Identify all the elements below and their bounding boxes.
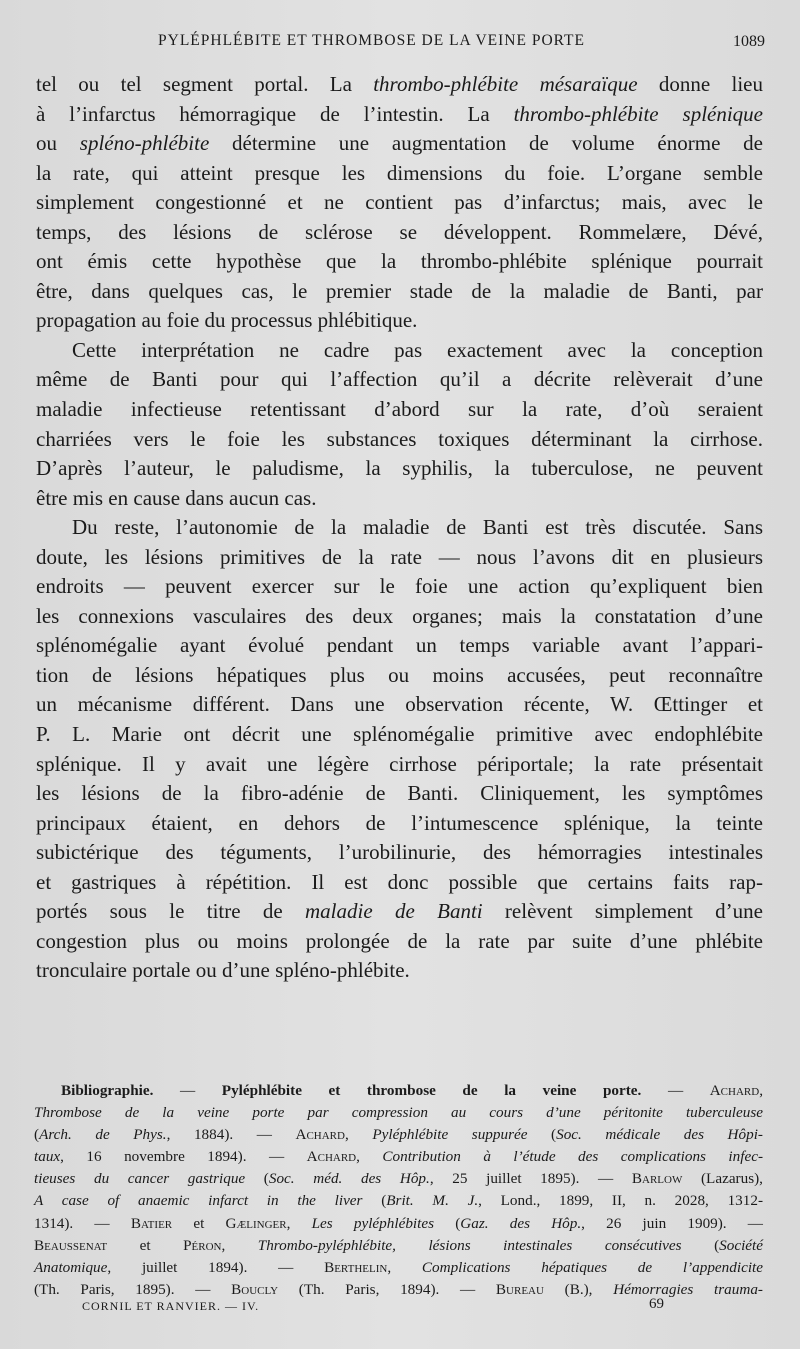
text-line: temps, des lésions de sclérose se développent. Rommelære, Dévé, [36,219,763,244]
page-header [0,32,800,56]
text-line: portés sous le titre de maladie de Banti relèvent simplement d’une [36,899,763,924]
text-line: les connexions vasculaires des deux organes; mais la constatation d’une [36,603,763,628]
text-line: ont émis cette hypothèse que la thrombo-phlébite splénique pourrait [36,249,763,274]
text-line: et gastriques à répétition. Il est donc possible que certains faits rap- [36,869,763,894]
text-line: à l’infarctus hémorragique de l’intestin. La thrombo-phlébite splénique [36,101,764,126]
text-line: un mécanisme différent. Dans une observation récente, W. Œttinger et [36,692,763,717]
bibliography [34,1080,763,1301]
text-line: même de Banti pour qui l’affection qu’il a décrite relèverait d’une [36,367,763,392]
bibliography-line: tieuses du cancer gastrique (Soc. méd. des Hôp., 25 juillet 1895). — Barlow (Lazarus), [34,1170,763,1188]
text-line: Cette interprétation ne cadre pas exactement avec la conception [72,337,763,362]
bibliography-line: Thrombose de la veine porte par compression au cours d’une péritonite tuberculeuse [34,1104,763,1122]
bibliography-line: Beaussenat et Péron, Thrombo-pyléphlébite, lésions intestinales consécutives (Société [34,1236,763,1254]
text-line: D’après l’auteur, le paludisme, la syphilis, la tuberculose, ne peuvent [36,456,763,481]
text-line: être, dans quelques cas, le premier stade de la maladie de Banti, par [36,278,763,303]
text-line: tronculaire portale ou d’une spléno-phlébite. [36,958,410,983]
bibliography-line: 1314). — Batier et Gælinger, Les pyléphlébites (Gaz. des Hôp., 26 juin 1909). — [34,1214,763,1232]
text-line: tel ou tel segment portal. La thrombo-phlébite mésaraïque donne lieu [36,72,763,96]
text-line: endroits — peuvent exercer sur le foie une action qu’expliquent bien [36,574,763,599]
text-line: congestion plus ou moins prolongée de la rate par suite d’une phlébite [36,928,763,953]
text-line: splénomégalie ayant évolué pendant un temps variable avant l’appari- [36,633,763,658]
bibliography-line: taux, 16 novembre 1894). — Achard, Contribution à l’étude des complications infec- [34,1148,763,1166]
text-line: maladie infectieuse retentissant d’abord sur la rate, d’où seraient [36,397,763,422]
text-line: P. L. Marie ont décrit une splénomégalie primitive avec endophlébite [36,722,763,747]
bibliography-line: Bibliographie. — Pyléphlébite et thrombose de la veine porte. — Achard, [61,1082,763,1099]
sheet-number: 69 [649,1296,664,1312]
text-line: Du reste, l’autonomie de la maladie de Banti est très discutée. Sans [72,515,763,540]
bibliography-line: Anatomique, juillet 1894). — Berthelin, Complications hépatiques de l’appendicite [34,1258,764,1276]
bibliography-line: (Arch. de Phys., 1884). — Achard, Pyléphlébite suppurée (Soc. médicale des Hôpi- [34,1126,763,1144]
text-line: doute, les lésions primitives de la rate — nous l’avons dit en plusieurs [36,544,763,569]
text-line: tion de lésions hépatiques plus ou moins accusées, peut reconnaître [36,662,763,687]
text-line: être mis en cause dans aucun cas. [36,485,317,510]
printer-signature: CORNIL ET RANVIER. — IV. [82,1299,260,1313]
text-line: charriées vers le foie les substances toxiques déterminant la cirrhose. [36,426,763,451]
running-title: PYLÉPHLÉBITE ET THROMBOSE DE LA VEINE PORTE [158,32,585,49]
text-line: les lésions de la fibro-adénie de Banti. Cliniquement, les symptômes [36,781,763,806]
text-line: splénique. Il y avait une légère cirrhose périportale; la rate présentait [36,751,763,776]
text-line: propagation au foie du processus phlébitique. [36,308,418,333]
text-line: ou spléno-phlébite détermine une augmentation de volume énorme de [36,131,763,156]
text-line: simplement congestionné et ne contient pas d’infarctus; mais, avec le [36,190,763,215]
text-line: principaux étaient, en dehors de l’intumescence splénique, la teinte [36,810,763,835]
bibliography-line: (Th. Paris, 1895). — Boucly (Th. Paris, 1894). — Bureau (B.), Hémorragies trauma- [34,1280,763,1298]
main-text [36,70,763,986]
page-footer [0,1296,800,1316]
text-line: subictérique des téguments, l’urobilinurie, des hémorragies intestinales [36,840,763,865]
text-line: la rate, qui atteint presque les dimensions du foie. L’organe semble [36,160,763,185]
page-number: 1089 [733,33,765,50]
bibliography-line: A case of anaemic infarct in the liver (Brit. M. J., Lond., 1899, II, n. 2028, 1312- [34,1192,764,1210]
